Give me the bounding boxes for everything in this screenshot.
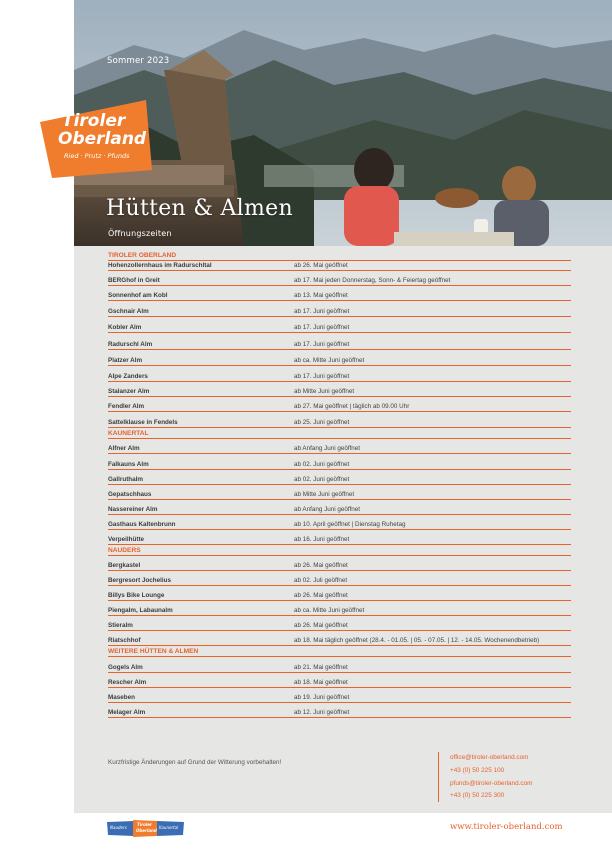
opening-info: ab ca. Mitte Juni geöffnet	[294, 607, 365, 614]
region-logo-kaunertal: Kaunertal	[159, 825, 179, 830]
hut-name: BERGhof in Greit	[108, 277, 160, 284]
table-row	[108, 301, 571, 317]
opening-info: ab ca. Mitte Juni geöffnet	[294, 357, 365, 364]
table-row	[108, 317, 571, 333]
hut-name: Bergkastel	[108, 562, 141, 569]
opening-info: ab 18. Mai täglich geöffnet (28.4. - 01.05. | 05. - 07.05. | 12. - 14.05. Wochenendbetrieb)	[294, 637, 540, 644]
table-row	[108, 454, 571, 470]
region-logo-nauders: Nauders	[110, 825, 127, 830]
hut-name: Gschnair Alm	[108, 308, 149, 315]
table-row	[108, 500, 571, 515]
table-row	[108, 366, 571, 382]
hut-name: Kobler Alm	[108, 324, 142, 331]
table-row	[108, 556, 571, 571]
logo-line-2: Oberland	[58, 129, 147, 149]
hut-name: Gepatschhaus	[108, 491, 152, 498]
opening-info: ab 17. Juni geöffnet	[294, 308, 350, 315]
hut-name: Hohenzollernhaus im Radurschltal	[108, 262, 212, 269]
hut-name: Gasthaus Kaltenbrunn	[108, 521, 176, 528]
hut-name: Sonnenhof am Kobl	[108, 292, 168, 299]
hut-name: Melager Alm	[108, 709, 146, 716]
hut-name: Verpeilhütte	[108, 536, 145, 543]
page-title: Hütten & Almen	[106, 196, 293, 221]
table-row	[108, 382, 571, 397]
opening-info: ab 17. Juni geöffnet	[294, 373, 350, 380]
hut-name: Radurschl Alm	[108, 341, 153, 348]
opening-info: ab Mitte Juni geöffnet	[294, 491, 355, 498]
hut-name: Gogels Alm	[108, 664, 143, 671]
hut-name: Nassereiner Alm	[108, 506, 158, 513]
opening-info: ab 26. Mai geöffnet	[294, 592, 348, 599]
table-row	[108, 616, 571, 631]
logo-line-1: Tiroler	[62, 111, 126, 131]
opening-info: ab 17. Juni geöffnet	[294, 341, 350, 348]
hut-name: Stalanzer Alm	[108, 388, 150, 395]
opening-info: ab Mitte Juni geöffnet	[294, 388, 355, 395]
opening-info: ab 02. Juli geöffnet	[294, 577, 348, 584]
table-row	[108, 350, 571, 366]
hut-name: Billys Bike Lounge	[108, 592, 165, 599]
table-row	[108, 397, 571, 412]
tiroler-oberland-logo	[40, 100, 152, 178]
hut-name: Piengalm, Labaunalm	[108, 607, 173, 614]
page-subtitle: Öffnungszeiten	[108, 229, 172, 238]
section-heading: NAUDERS	[108, 545, 571, 556]
section-heading: WEITERE HÜTTEN & ALMEN	[108, 646, 571, 657]
section-heading: TIROLER OBERLAND	[108, 250, 571, 261]
opening-info: ab 02. Juni geöffnet	[294, 461, 350, 468]
opening-hours-table	[108, 250, 571, 718]
table-row	[108, 530, 571, 545]
opening-info: ab 26. Mai geöffnet	[294, 262, 348, 269]
hut-name: Gallruthalm	[108, 476, 143, 483]
opening-info: ab 10. April geöffnet | Dienstag Ruhetag	[294, 521, 406, 528]
contact-block	[438, 752, 578, 802]
contact-phone-office[interactable]: +43 (0) 50 225 100	[450, 766, 505, 774]
hut-name: Platzer Alm	[108, 357, 143, 364]
region-logo-strip	[107, 820, 184, 837]
hut-name: Alpe Zanders	[108, 373, 148, 380]
table-row	[108, 586, 571, 601]
opening-info: ab 12. Juni geöffnet	[294, 709, 350, 716]
table-row	[108, 631, 571, 646]
logo-tagline: Ried · Prutz · Pfunds	[64, 152, 130, 160]
table-row	[108, 439, 571, 454]
table-row	[108, 286, 571, 301]
region-logo-tiroler: Tiroler	[137, 822, 152, 827]
table-row	[108, 673, 571, 688]
contact-phone-pfunds[interactable]: +43 (0) 50 225 300	[450, 792, 505, 800]
opening-info: ab 18. Mai geöffnet	[294, 679, 348, 686]
hut-name: Riatschhof	[108, 637, 141, 644]
hut-name: Rescher Alm	[108, 679, 147, 686]
hut-name: Falkauns Alm	[108, 461, 149, 468]
hut-name: Sattelklause in Fendels	[108, 419, 178, 426]
opening-info: ab 26. Mai geöffnet	[294, 622, 348, 629]
hut-name: Fendler Alm	[108, 403, 145, 410]
opening-info: ab 27. Mai geöffnet | täglich ab 09.00 Uhr	[294, 403, 410, 410]
opening-info: ab 13. Mai geöffnet	[294, 292, 348, 299]
table-row	[108, 571, 571, 586]
table-row	[108, 333, 571, 350]
table-row	[108, 657, 571, 673]
hut-name: Stieralm	[108, 622, 133, 629]
table-row	[108, 601, 571, 616]
table-row	[108, 515, 571, 530]
weather-note: Kurzfristige Änderungen auf Grund der Witterung vorbehalten!	[108, 759, 282, 766]
hut-name: Maseben	[108, 694, 135, 701]
contact-email-pfunds[interactable]: pfunds@tiroler-oberland.com	[450, 779, 533, 787]
table-row	[108, 688, 571, 703]
opening-info: ab 26. Mai geöffnet	[294, 562, 348, 569]
opening-info: ab 02. Juni geöffnet	[294, 476, 350, 483]
section-heading: KAUNERTAL	[108, 428, 571, 439]
region-logo-oberland: Oberland	[136, 828, 157, 833]
hut-name: Alfner Alm	[108, 445, 140, 452]
table-row	[108, 261, 571, 271]
opening-info: ab 19. Juni geöffnet	[294, 694, 350, 701]
table-row	[108, 271, 571, 286]
opening-info: ab 25. Juni geöffnet	[294, 419, 350, 426]
table-row	[108, 485, 571, 500]
opening-info: ab Anfang Juni geöffnet	[294, 445, 361, 452]
opening-info: ab 17. Juni geöffnet	[294, 324, 350, 331]
opening-info: ab 21. Mai geöffnet	[294, 664, 348, 671]
season-label: Sommer 2023	[107, 56, 170, 66]
opening-info: ab Anfang Juni geöffnet	[294, 506, 361, 513]
table-row	[108, 703, 571, 718]
hut-name: Bergresort Jochelius	[108, 577, 171, 584]
opening-info: ab 17. Mai jeden Donnerstag, Sonn- & Feiertag geöffnet	[294, 277, 451, 284]
contact-email-office[interactable]: office@tiroler-oberland.com	[450, 754, 529, 761]
website-link[interactable]: www.tiroler-oberland.com	[450, 822, 563, 832]
opening-info: ab 16. Juni geöffnet	[294, 536, 350, 543]
table-row	[108, 470, 571, 485]
table-row	[108, 412, 571, 428]
